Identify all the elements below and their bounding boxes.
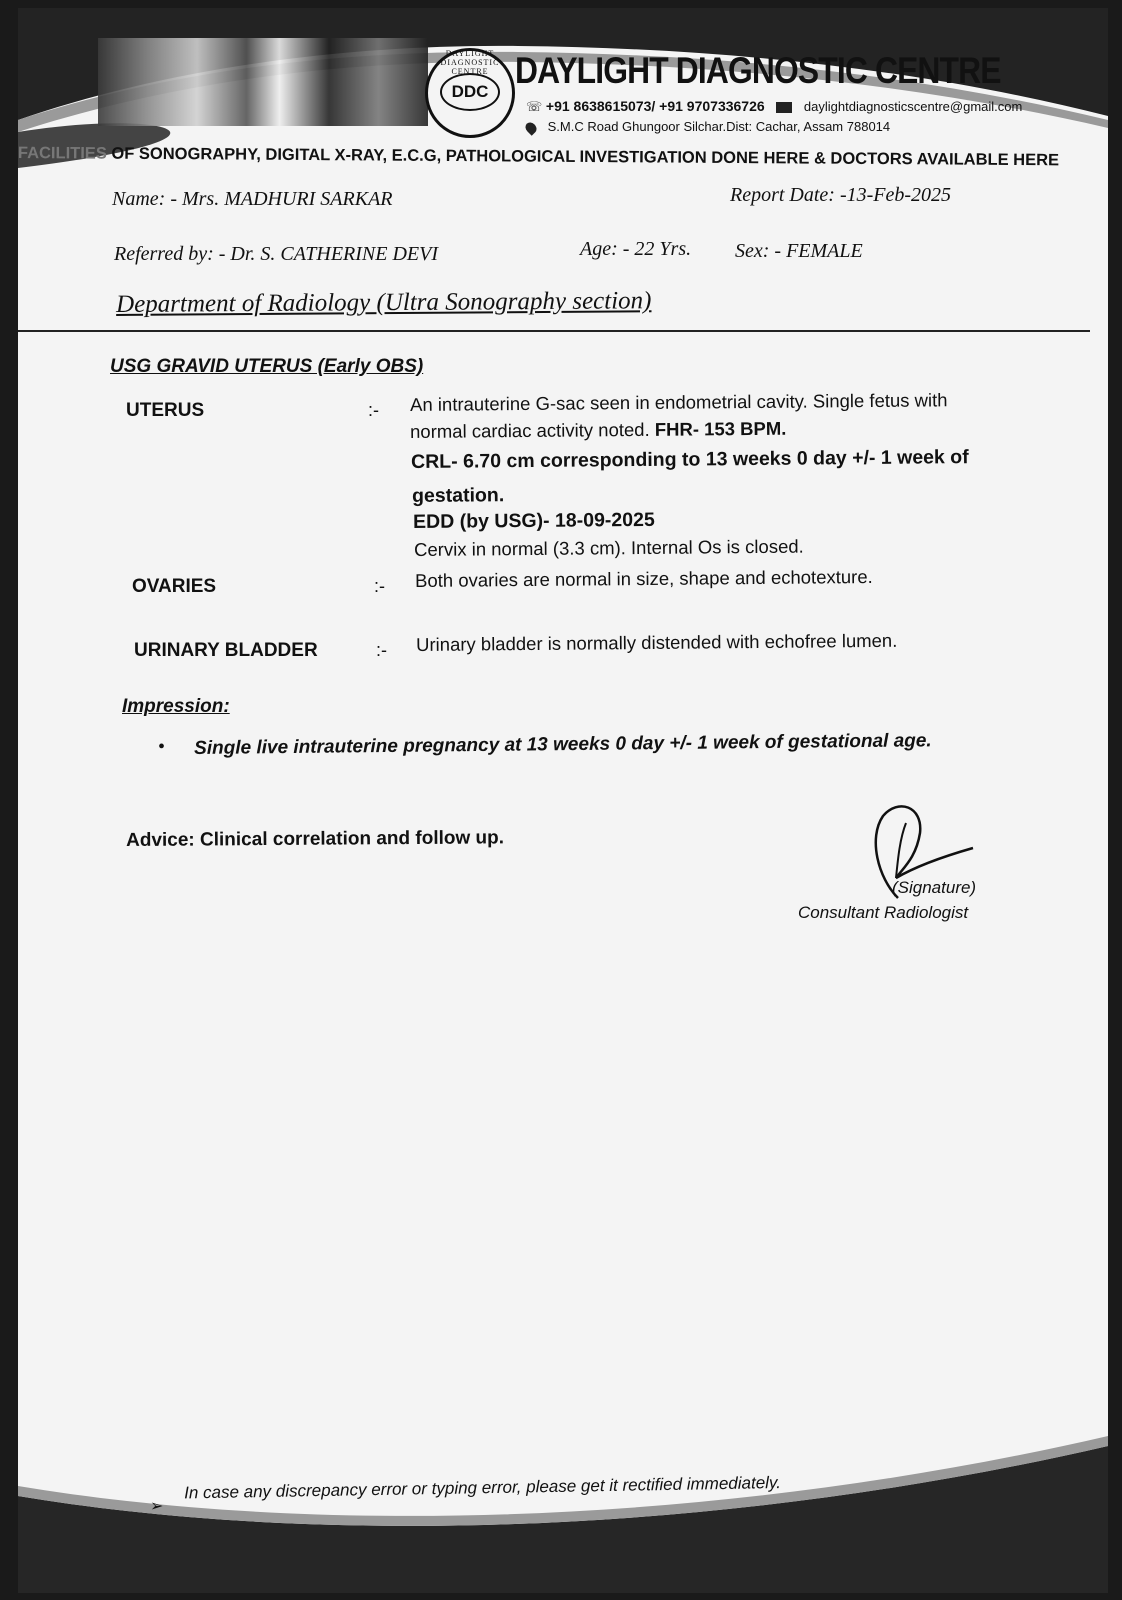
patient-age: Age: - 22 Yrs.: [580, 238, 692, 260]
uterus-label: UTERUS: [126, 400, 205, 421]
location-pin-icon: [523, 120, 539, 136]
referred-by: Referred by: - Dr. S. CATHERINE DEVI: [114, 243, 439, 265]
services-faded-text: FACILITIES: [18, 144, 107, 163]
advice-text: Advice: Clinical correlation and follow up.: [126, 827, 505, 851]
footer-swoosh: [18, 1426, 1108, 1593]
address: S.M.C Road Ghungoor Silchar.Dist: Cachar, Assam 788014: [547, 119, 891, 134]
phone-numbers: +91 8638615073/ +91 9707336726: [545, 98, 765, 114]
uterus-separator: :-: [368, 400, 379, 420]
impression-text: Single live intrauterine pregnancy at 13 weeks 0 day +/- 1 week of gestational age.: [194, 730, 932, 759]
uterus-line-1: An intrauterine G-sac seen in endometrial cavity. Single fetus with: [410, 389, 948, 415]
ddc-logo: [425, 48, 515, 138]
bladder-label: URINARY BLADDER: [134, 640, 318, 661]
exam-title: USG GRAVID UTERUS (Early OBS): [110, 356, 424, 377]
contact-block: [526, 98, 1022, 134]
report-date: Report Date: -13-Feb-2025: [730, 184, 952, 206]
lab-equipment-photo: [98, 38, 428, 126]
divider: [18, 330, 1090, 332]
signatory-role: Consultant Radiologist: [798, 903, 969, 922]
cervix-line: Cervix in normal (3.3 cm). Internal Os is closed.: [414, 535, 804, 560]
department-heading: Department of Radiology (Ultra Sonography section): [116, 287, 652, 318]
logo-text: DDC: [440, 73, 500, 111]
impression-bullet: •: [158, 736, 166, 758]
email-address: daylightdiagnosticscentre@gmail.com: [803, 99, 1023, 114]
uterus-line-2: [410, 418, 786, 443]
ovaries-separator: :-: [374, 576, 385, 596]
bladder-text: Urinary bladder is normally distended with echofree lumen.: [416, 629, 898, 655]
signature-label: (Signature): [892, 878, 977, 897]
crl-line: CRL- 6.70 cm corresponding to 13 weeks 0 day +/- 1 week of: [411, 446, 969, 473]
ovaries-text: Both ovaries are normal in size, shape and echotexture.: [415, 566, 873, 591]
edd-line: EDD (by USG)- 18-09-2025: [413, 508, 655, 533]
impression-heading: Impression:: [122, 696, 230, 717]
ovaries-label: OVARIES: [132, 576, 217, 597]
services-text: OF SONOGRAPHY, DIGITAL X-RAY, E.C.G, PATHOLOGICAL INVESTIGATION DONE HERE & DOCTORS AVAILABLE HERE: [111, 144, 1060, 170]
arrow-icon: ➢: [150, 1498, 164, 1515]
centre-name: DAYLIGHT DIAGNOSTIC CENTRE: [515, 50, 1001, 91]
email-icon: [776, 102, 792, 113]
phone-icon: ☏: [526, 99, 543, 114]
report-page: [18, 8, 1108, 1593]
gestation-line: gestation.: [412, 484, 505, 507]
logo-ring-text: DAYLIGHT DIAGNOSTIC CENTRE: [440, 49, 500, 76]
patient-name: Name: - Mrs. MADHURI SARKAR: [112, 188, 393, 210]
fhr-value: FHR- 153 BPM.: [654, 417, 787, 440]
uterus-line-2-text: normal cardiac activity noted.: [410, 418, 655, 442]
letterhead: [18, 8, 1108, 178]
bladder-separator: :-: [376, 640, 387, 660]
disclaimer-text: In case any discrepancy error or typing error, please get it rectified immediately.: [183, 1472, 782, 1503]
patient-sex: Sex: - FEMALE: [735, 240, 863, 262]
